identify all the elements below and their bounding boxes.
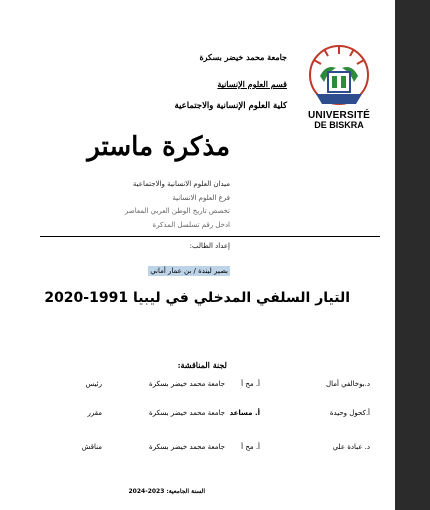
university-name: جامعة محمد خيضر بسكرة xyxy=(199,52,287,62)
jury-member-grade: أ. مح أ xyxy=(241,380,260,388)
logo-text-universite: UNIVERSITÉ xyxy=(307,110,370,121)
jury-member-name: د.بوخالفي أمال xyxy=(325,380,370,388)
jury-member-role: مناقش xyxy=(81,443,102,451)
memo-title: مذكرة ماستر xyxy=(87,132,230,162)
academic-year xyxy=(128,488,205,495)
thesis-title: التيار السلفي المدخلي في ليبيا 1991-2020 xyxy=(44,290,350,306)
field-line: ميدان العلوم الانسانية والاجتماعية xyxy=(132,180,230,188)
jury-title: لجنة المناقشة: xyxy=(177,360,227,370)
serial-line: ادخل رقم تسلسل المذكرة xyxy=(152,221,230,229)
jury-member-row xyxy=(40,409,370,421)
jury-member-row xyxy=(40,443,370,455)
jury-member-university: جامعة محمد خيضر بسكرة xyxy=(149,409,225,417)
jury-member-name: د. عبادة علي xyxy=(332,443,370,451)
logo-text-biskra: DE BISKRA xyxy=(314,120,364,130)
side-panel xyxy=(395,0,430,510)
jury-member-role: مقرر xyxy=(87,409,102,417)
jury-member-university: جامعة محمد خيضر بسكرة xyxy=(149,443,225,451)
student-names: بصير ليندة / بن عمار أماني xyxy=(150,267,228,275)
academic-year-label: السنة الجامعية: xyxy=(166,488,205,495)
specialty-line: تخصص تاريخ الوطن العربي المعاصر xyxy=(124,207,230,215)
jury-member-role: رئيس xyxy=(85,380,102,388)
academic-year-value: 2023-2024 xyxy=(128,488,165,495)
jury-member-name: أ.كحول وحيدة xyxy=(329,409,370,417)
jury-member-grade: أ. مح أ xyxy=(241,443,260,451)
faculty-name: كلية العلوم الإنسانية والاجتماعية xyxy=(174,101,287,111)
horizontal-rule xyxy=(40,236,380,237)
jury-member-university: جامعة محمد خيضر بسكرة xyxy=(149,380,225,388)
prepared-by-label: إعداد الطالب: xyxy=(189,242,230,250)
jury-member-grade: أ. مساعد xyxy=(229,409,260,417)
branch-line: فرع العلوم الانسانية xyxy=(172,194,230,202)
jury-member-row xyxy=(40,380,370,392)
department-name: قسم العلوم الإنسانية xyxy=(217,79,287,89)
